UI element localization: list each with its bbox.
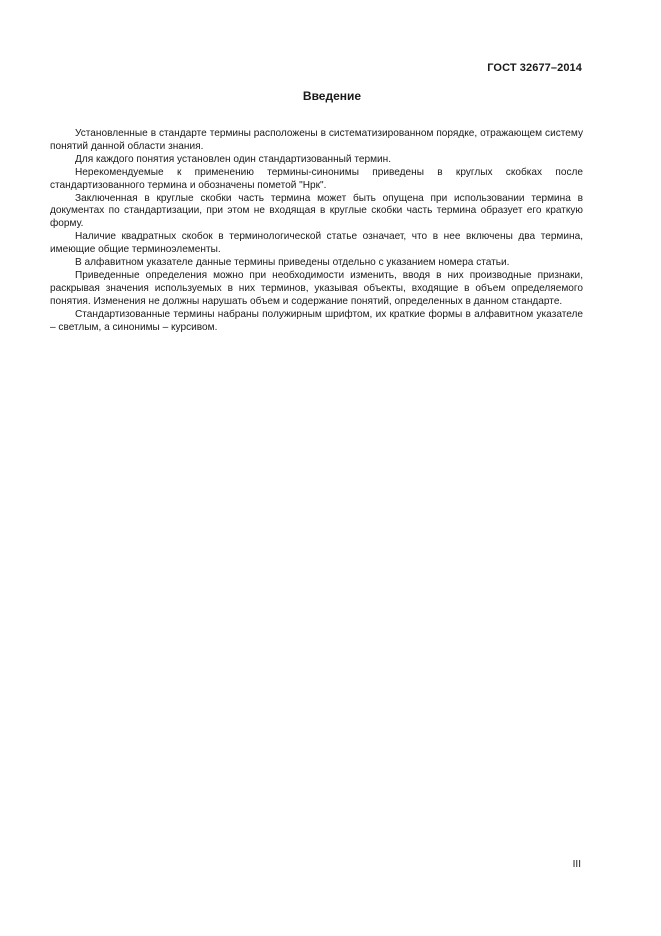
paragraph: Приведенные определения можно при необходимости изменить, вводя в них производные признаки, раскрывая значения используемых в них терминов, указывая объекты, входящие в объем определяемого понятия. Изменения не должны нарушать объем и содержание понятий, определенных в данном стандарте. [50, 269, 583, 307]
paragraph: Наличие квадратных скобок в терминологической статье означает, что в нее включены два термина, имеющие общие терминоэлементы. [50, 231, 583, 256]
document-code: ГОСТ 32677–2014 [487, 62, 582, 74]
section-title: Введение [302, 89, 362, 103]
paragraph: Нерекомендуемые к применению термины-синонимы приведены в круглых скобках после стандартизованного термина и обозначены пометой "Нрк". [50, 166, 583, 191]
paragraph: Стандартизованные термины набраны полужирным шрифтом, их краткие формы в алфавитном указателе – светлым, а синонимы – курсивом. [50, 308, 583, 333]
introduction-body [50, 128, 583, 335]
paragraph: Для каждого понятия установлен один стандартизованный термин. [75, 153, 392, 165]
page-number: III [572, 859, 581, 870]
paragraph: В алфавитном указателе данные термины приведены отдельно с указанием номера статьи. [75, 257, 510, 269]
paragraph: Заключенная в круглые скобки часть термина может быть опущена при использовании термина в документах по стандартизации, при этом не входящая в круглые скобки часть термина образует его краткую форму. [50, 192, 583, 230]
paragraph: Установленные в стандарте термины расположены в систематизированном порядке, отражающем систему понятий данной области знания. [50, 128, 583, 152]
